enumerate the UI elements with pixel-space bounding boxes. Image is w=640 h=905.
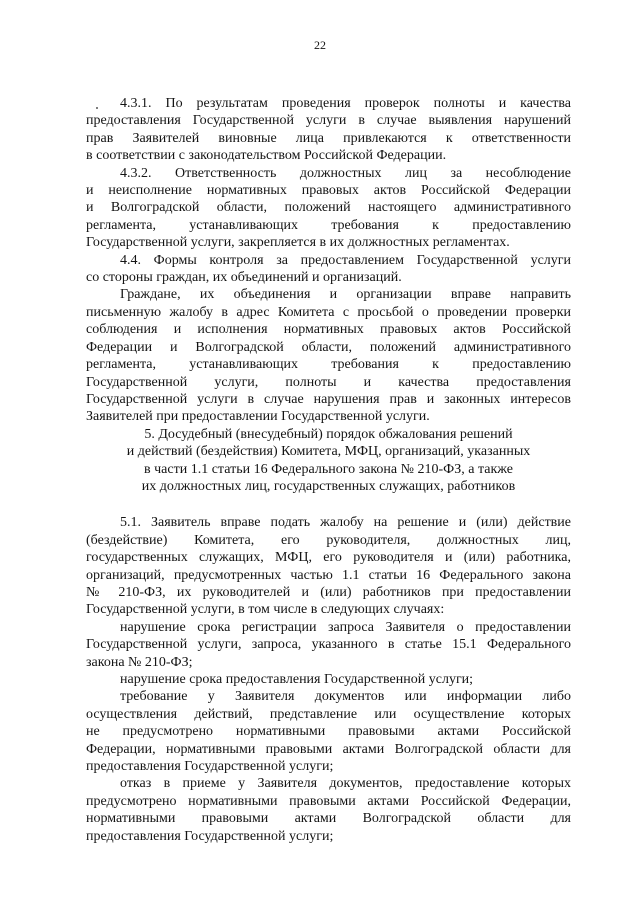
paragraph bbox=[86, 671, 571, 688]
text-line: в соответствии с законодательством Российской Федерации. bbox=[86, 148, 447, 164]
text-line: Государственной услуги, запроса, указанного в статье 15.1 Федерального bbox=[86, 637, 571, 653]
page-number: 22 bbox=[314, 38, 326, 52]
paragraph bbox=[86, 775, 571, 845]
text-line: и Волгоградской области, положений настоящего административного bbox=[86, 200, 571, 216]
text-line: Граждане, их объединения и организации вправе направить bbox=[120, 287, 571, 303]
text-line: соблюдения и исполнения нормативных правовых актов Российской bbox=[86, 322, 571, 338]
text-line: со стороны граждан, их объединений и организаций. bbox=[86, 270, 402, 286]
paragraph bbox=[86, 688, 571, 775]
text-line: государственных служащих, МФЦ, его руководителя и (или) работника, bbox=[86, 550, 571, 566]
text-line: регламента, устанавливающих требования к предоставлению bbox=[86, 217, 571, 233]
text-line: нарушение срока предоставления Государственной услуги; bbox=[120, 672, 474, 687]
section-heading bbox=[86, 426, 571, 496]
text-line: Государственной услуги, в том числе в следующих случаях: bbox=[86, 602, 445, 618]
text-line: организаций, предусмотренных частью 1.1 статьи 16 Федерального закона bbox=[86, 567, 571, 583]
text-line: письменную жалобу в адрес Комитета с просьбой о проведении проверки bbox=[86, 304, 571, 320]
text-line: прав Заявителей виновные лица привлекаются к ответственности bbox=[86, 130, 571, 146]
paragraph bbox=[86, 252, 571, 287]
text-line: Федерации и Волгоградской области, положений административного bbox=[86, 339, 571, 355]
text-line: Государственной услуги в случае нарушения прав и законных интересов bbox=[86, 391, 571, 407]
text-line: и неисполнение нормативных правовых актов Российской Федерации bbox=[86, 183, 571, 199]
paragraph bbox=[86, 165, 571, 252]
text-line: регламента, устанавливающих требования к предоставлению bbox=[86, 357, 571, 373]
text-line: 4.3.1. По результатам проведения проверок полноты и качества bbox=[120, 96, 571, 111]
text-line: предусмотрено нормативными правовыми актами Российской Федерации, bbox=[86, 793, 571, 809]
text-line: (бездействие) Комитета, его руководителя, должностных лиц, bbox=[86, 532, 571, 548]
text-line: предоставления Государственной услуги в случае выявления нарушений bbox=[86, 113, 571, 129]
text-line: предоставления Государственной услуги; bbox=[86, 828, 334, 844]
text-line: отказ в приеме у Заявителя документов, предоставление которых bbox=[120, 776, 571, 792]
text-line: 4.4. Формы контроля за предоставлением Государственной услуги bbox=[120, 252, 571, 268]
text-line: нарушение срока регистрации запроса Заявителя о предоставлении bbox=[120, 619, 571, 635]
paragraph bbox=[86, 514, 571, 618]
text-line: требование у Заявителя документов или информации либо bbox=[120, 689, 571, 705]
text-line: № 210-ФЗ, их руководителей и (или) работников при предоставлении bbox=[86, 584, 571, 600]
text-line: 5.1. Заявитель вправе подать жалобу на решение и (или) действие bbox=[120, 515, 571, 531]
heading-line: и действий (бездействия) Комитета, МФЦ, организаций, указанных bbox=[126, 444, 531, 460]
text-line: предоставления Государственной услуги; bbox=[86, 759, 334, 775]
text-line: осуществления действий, представление или осуществление которых bbox=[86, 706, 571, 722]
paragraph bbox=[86, 619, 571, 671]
heading-line: их должностных лиц, государственных служащих, работников bbox=[141, 478, 516, 494]
text-line: Государственной услуги, полноты и качества предоставления bbox=[86, 374, 571, 390]
paragraph bbox=[86, 286, 571, 425]
paragraph bbox=[86, 95, 571, 165]
text-line: не предусмотрено нормативными правовыми актами Российской bbox=[86, 724, 571, 740]
text-line: Заявителей при предоставлении Государственной услуги. bbox=[86, 409, 430, 425]
text-line: закона № 210-ФЗ; bbox=[86, 654, 193, 670]
text-line: 4.3.2. Ответственность должностных лиц за несоблюдение bbox=[120, 165, 571, 181]
text-line: нормативными правовыми актами Волгоградской области для bbox=[86, 811, 571, 827]
heading-line: 5. Досудебный (внесудебный) порядок обжалования решений bbox=[144, 426, 513, 442]
document-body bbox=[86, 95, 571, 845]
text-line: Федерации, нормативными правовыми актами Волгоградской области для bbox=[86, 741, 571, 757]
heading-line: в части 1.1 статьи 16 Федерального закона № 210-ФЗ, а также bbox=[144, 461, 513, 477]
text-line: Государственной услуги, закрепляется в их должностных регламентах. bbox=[86, 235, 510, 251]
